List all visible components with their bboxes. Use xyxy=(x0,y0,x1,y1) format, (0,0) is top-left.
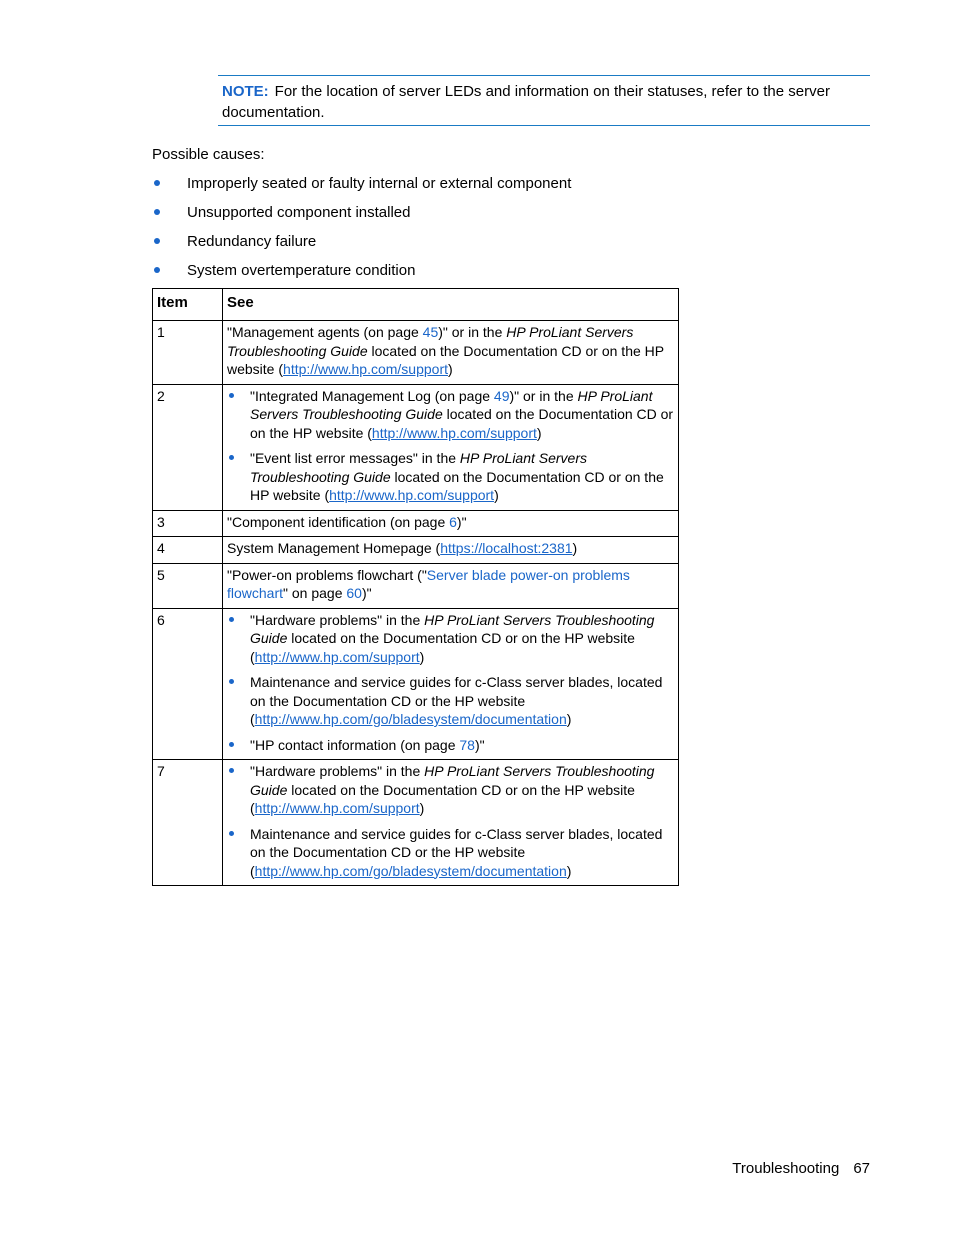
header-item: Item xyxy=(153,289,223,321)
text: ) xyxy=(419,800,425,816)
list-item-text: Redundancy failure xyxy=(187,233,317,250)
text: ) xyxy=(572,540,578,556)
url-link[interactable]: http://www.hp.com/go/bladesystem/documentation xyxy=(254,711,567,727)
text: ) xyxy=(566,711,572,727)
table-row xyxy=(153,384,679,510)
note-text: For the location of server LEDs and information on their statuses, refer to the server documentation. xyxy=(222,83,830,121)
see-cell xyxy=(223,608,679,760)
page-link[interactable]: 45 xyxy=(422,324,439,340)
text: )" xyxy=(456,513,467,530)
bullet-icon xyxy=(229,831,234,836)
url-link[interactable]: http://www.hp.com/support xyxy=(329,487,495,503)
item-number: 7 xyxy=(153,760,223,886)
text: "Integrated Management Log (on page xyxy=(250,387,494,404)
item-number: 1 xyxy=(153,321,223,385)
guide-title: HP ProLiant Servers Troubleshooting Guide xyxy=(250,763,655,798)
guide-title: HP ProLiant Servers Troubleshooting Guide xyxy=(227,324,634,359)
url-link[interactable]: http://www.hp.com/support xyxy=(254,648,420,665)
see-cell xyxy=(223,563,679,608)
url-link[interactable]: http://www.hp.com/support xyxy=(254,800,420,816)
list-item xyxy=(227,611,674,667)
table-header-row xyxy=(153,289,679,321)
guide-title: HP ProLiant Servers Troubleshooting Guide xyxy=(250,611,655,646)
list-item-text: System overtemperature condition xyxy=(187,262,416,279)
text: located on the Documentation CD or on the HP website ( xyxy=(250,468,664,503)
note-label: NOTE: xyxy=(222,83,269,100)
text: )" or in the xyxy=(438,324,507,340)
see-cell xyxy=(223,537,679,564)
footer-section: Troubleshooting xyxy=(732,1160,840,1177)
url-link[interactable]: http://www.hp.com/support xyxy=(371,424,537,441)
guide-title: HP ProLiant Servers Troubleshooting Guide xyxy=(250,450,588,485)
table-row xyxy=(153,537,679,564)
list-item xyxy=(152,203,571,232)
bullet-icon xyxy=(229,742,234,747)
bullet-icon xyxy=(154,267,160,273)
text: "Event list error messages" in the xyxy=(250,450,460,466)
text: Maintenance and service guides for c-Class server blades, located on the Documentation CD or the HP website ( xyxy=(250,825,663,879)
list-item xyxy=(227,762,674,818)
see-list xyxy=(227,387,674,505)
text: ) xyxy=(536,424,542,441)
list-item-text: Improperly seated or faulty internal or external component xyxy=(187,175,572,192)
item-number: 4 xyxy=(153,537,223,564)
see-cell xyxy=(223,510,679,537)
text: ) xyxy=(448,361,453,377)
text: "Hardware problems" in the xyxy=(250,763,425,779)
text: ) xyxy=(566,862,572,879)
list-item xyxy=(227,387,674,443)
text: "Management agents (on page xyxy=(227,324,423,340)
guide-title: HP ProLiant Servers Troubleshooting Guide xyxy=(250,387,653,422)
url-link[interactable]: https://localhost:2381 xyxy=(440,540,573,556)
text: )" xyxy=(361,585,372,601)
bullet-icon xyxy=(154,238,160,244)
page-link[interactable]: 78 xyxy=(459,736,475,753)
list-item xyxy=(152,261,571,290)
text: )" or in the xyxy=(509,387,578,404)
list-item xyxy=(227,449,674,505)
page-link[interactable]: 60 xyxy=(346,585,362,601)
note-box xyxy=(218,75,870,126)
text: "Power-on problems flowchart (" xyxy=(227,566,427,583)
list-item xyxy=(227,736,674,755)
page-link[interactable]: 6 xyxy=(449,513,457,530)
url-link[interactable]: http://www.hp.com/support xyxy=(283,361,448,377)
list-item xyxy=(227,825,674,881)
see-cell xyxy=(223,384,679,510)
item-number: 6 xyxy=(153,608,223,760)
text: "Component identification (on page xyxy=(227,513,450,530)
text: located on the Documentation CD or on the HP website ( xyxy=(250,781,635,816)
list-item xyxy=(152,174,571,203)
bullet-icon xyxy=(229,768,234,773)
text: "Hardware problems" in the xyxy=(250,611,425,628)
table-row xyxy=(153,510,679,537)
url-link[interactable]: http://www.hp.com/go/bladesystem/documentation xyxy=(254,862,567,879)
reference-table xyxy=(152,288,679,886)
see-cell xyxy=(223,321,679,385)
text: " on page xyxy=(283,585,347,601)
see-list xyxy=(227,611,674,755)
bullet-icon xyxy=(229,617,234,622)
text: located on the Documentation CD or on the HP website ( xyxy=(250,630,635,665)
text: Maintenance and service guides for c-Class server blades, located on the Documentation CD or the HP website ( xyxy=(250,674,663,727)
see-cell xyxy=(223,760,679,886)
bullet-icon xyxy=(154,180,160,186)
table-row xyxy=(153,608,679,760)
list-item-text: Unsupported component installed xyxy=(187,204,411,221)
item-number: 5 xyxy=(153,563,223,608)
list-item xyxy=(152,232,571,261)
bullet-icon xyxy=(229,393,234,398)
bullet-icon xyxy=(229,455,234,460)
see-list xyxy=(227,762,674,880)
text: "HP contact information (on page xyxy=(250,736,460,753)
possible-causes-heading: Possible causes: xyxy=(152,146,265,163)
item-number: 3 xyxy=(153,510,223,537)
text: ) xyxy=(419,648,425,665)
page-footer xyxy=(732,1159,870,1178)
table-row xyxy=(153,563,679,608)
bullet-icon xyxy=(229,679,234,684)
table-row xyxy=(153,321,679,385)
page-number: 67 xyxy=(853,1160,870,1177)
text: located on the Documentation CD or on the HP website ( xyxy=(250,406,674,441)
text: located on the Documentation CD or on the HP website ( xyxy=(227,342,664,377)
header-see: See xyxy=(223,289,679,321)
table-row xyxy=(153,760,679,886)
page-link[interactable]: 49 xyxy=(493,387,510,404)
text: System Management Homepage ( xyxy=(227,540,441,556)
possible-causes-list xyxy=(152,174,571,290)
flowchart-link[interactable]: Server blade power-on problems flowchart xyxy=(227,566,630,601)
item-number: 2 xyxy=(153,384,223,510)
text: ) xyxy=(494,487,499,503)
text: )" xyxy=(474,736,485,753)
bullet-icon xyxy=(154,209,160,215)
list-item xyxy=(227,673,674,729)
